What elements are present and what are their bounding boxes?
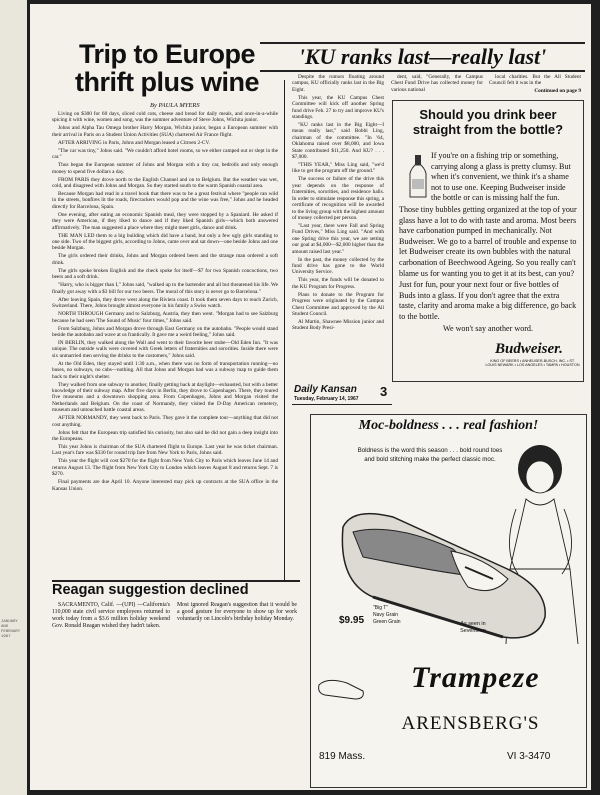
trip-paragraph: From Salzburg, Johns and Morgan drove through East Germany on the autobahn. "People would stand beside the autobahn and wave at us frantically. It gave me a weird feeling," Johns said. (52, 325, 278, 338)
ku-paragraph: This year, the funds will be donated to the KU Program for Progress. (292, 277, 384, 290)
budweiser-logo: Budweiser. (495, 341, 563, 357)
shoe-price: $9.95 (339, 615, 365, 626)
trip-article-body (52, 111, 278, 577)
trip-paragraph: One evening, after eating an economic Spanish meal, they were stopped by a Spaniard. He asked if they were American, if they liked to dance and if they liked Spanish girls—which both answered affirmatively. The man suggested a place where they might meet girls, dance and drink. (52, 211, 278, 231)
trip-paragraph: The girls spoke broken English and the check spoke for itself—$7 for two Spanish concoctions, two beers and a soft drink. (52, 267, 278, 281)
trip-paragraph: They walked from one subway to another, finally getting back at daylight—exhausted, but with a better knowledge of their subway map. After five days in Berlin, they drove to Copenhagen. There, they toured five museums and a downtown shopping area. From Copenhagen, Johns and Morgan visited the Netherlands and Belgium. On the coast of Normandy, they visited the D-Day American cemetery, museum and untouched battle coastal areas. (52, 381, 278, 414)
reagan-text: SACRAMENTO, Calif. —(UPI) —California's 110,000 state civil service employees returned to work today from a $3.6 million holiday weekend Gov. Ronald Reagan wished they hadn't taken. (52, 602, 170, 629)
ku-col2 (391, 74, 483, 95)
page-number: 3 (380, 384, 388, 399)
beer-ad-body (399, 151, 577, 335)
trampeze-logo: Trampeze (411, 661, 540, 694)
trip-paragraph: AFTER NORMANDY, they went back to Paris. They gave it the complete tour—anything that did not cost anything. (52, 415, 278, 428)
ku-paragraph: "Last year, there were Fall and Spring Fund Drives," Miss Ling said. "And with one Spring drive this year, we are setting our goal at $4,000—$2,000 higher than the amount raised last year." (292, 222, 384, 255)
ku-col3-text: local charities. But the All Student Council felt it was in the (489, 74, 581, 87)
trip-byline: By PAULA MYERS (150, 102, 200, 109)
masthead-paper: Daily Kansan (294, 384, 357, 395)
trip-paragraph: This year Johns is chairman of the SUA chartered flight to Europe. Last year he was ticket chairman. Last year's fare was $330 for round trip fare from New York to Paris, Johns said. (52, 443, 278, 457)
trip-paragraph: Johns felt that the European trip satisfied his curiosity, but also said he did not gain a deep insight into the Europeans. (52, 429, 278, 442)
beer-ad-para: Those tiny bubbles getting organized at the top of your glass have a lot to do with taste and aroma. Most beers have carbonation pumped in mechanically. Not Budweiser. We go to a barrel of trouble and expense to let Budweiser create its own bubbles with the natural carbonation of Beechwood Ageing. So you really can't blame us for wanting you to get it at its best, can you? (399, 204, 577, 278)
shoe-ad-intro: Boldness is the word this season . . . bold round toes and bold stitching make the perfect classic moc. (357, 447, 503, 463)
newspaper-page (30, 4, 591, 790)
ku-headline: 'KU ranks last—really last' (260, 42, 585, 72)
ku-paragraph: This year, the KU Campus Chest Committee will kick off another Spring fund drive Feb. 27 to try and improve KU's standings. (292, 94, 384, 121)
trip-paragraph: At the Old Eden, they stayed until 1:30 a.m., when there was no form of transportation running—no buses, no subways, no cabs—nothing. All that Johns and Morgan had was a subway map to guide them back to their night's shelter. (52, 360, 278, 380)
trip-paragraph: AFTER ARRIVING in Paris, Johns and Morgan leased a Citroen 2-CV. (58, 139, 210, 146)
trip-paragraph: After leaving Spain, they drove west along the Riviera coast. It took them seven days to reach Zurich, Switzerland. There, Johns brought almost everyone in his family a Swiss watch. (52, 296, 278, 310)
beer-ad-para: Just for fun, pour your next four or five bottles of Buds into a glass. If you don't agree that the extra taste, clarity and aroma make a big difference, go back to the bottle. (399, 280, 577, 321)
budweiser-tagline: KING OF BEERS • ANHEUSER-BUSCH, INC. • ST. LOUIS NEWARK • LOS ANGELES • TAMPA • HOUSTON (485, 359, 580, 368)
beer-ad-headline: Should you drink beer straight from the bottle? (412, 107, 564, 137)
store-name: ARENSBERG'S (401, 713, 540, 734)
loafer-shoe-illustration (333, 487, 553, 647)
masthead-date: Tuesday, February 14, 1967 (294, 396, 359, 402)
trip-paragraph: FROM PARIS they drove north to the English Channel and on to Belgium. But the weather was wet, cold, and disagreed with Johns and Morgan. So they started south to the warm Spanish coastal area. (52, 176, 278, 190)
ku-paragraph: Despite the rumors floating around campus, KU officially ranks last in the Big Eight. (292, 74, 384, 93)
trip-paragraph: Living on $300 for 60 days, sliced cold cuts, cheese and bread for daily meals, and once-in-a-while spicing it with wine, women and song, was the summer adventure of Steve Johns, Wichita junior. (52, 111, 278, 124)
ku-paragraph: In the past, the money collected by the fund drive has gone to the World University Service. (292, 256, 384, 276)
trip-headline: Trip to Europe thrift plus wine (75, 39, 259, 97)
budweiser-ad (392, 100, 584, 382)
shoe-ad (310, 414, 587, 788)
shoe-model (373, 605, 401, 626)
beer-ad-para: If you're on a fishing trip or something, carrying along a glass is pretty clumsy. But when it's convenient, we think it's a shame not to use one. Keeping Budweiser inside the bottle or can is missing half the fun. (431, 151, 571, 203)
adjacent-page-edge (0, 0, 27, 795)
shoe-color: Green Grain (373, 619, 401, 625)
beer-ad-para: We won't say another word. (442, 323, 534, 333)
trip-paragraph: IN BERLIN, they walked along the Wall and went to their favorite beer stube—Old Eden Inn. "It was unique. The outside walls were covered with Greek letters of fraternities and sororities. Inside there were six unmarried men serving the drinks to the customers," Johns said. (52, 339, 278, 359)
trip-paragraph: Because Morgan had read in a travel book that there was to be a great festival where "people ran wild in the streets, bonfires lit the roads, firecrackers would pop and the wine was free," Johns and he headed directly for Barcelona, Spain. (52, 191, 278, 210)
store-address: 819 Mass. (319, 751, 366, 762)
reagan-col1 (52, 602, 170, 632)
continued-note: Continued on page 9 (534, 88, 581, 95)
trip-paragraph: "Harry, who is bigger than I," Johns said, "walked up to the bartender and all but threatened his life. We finally got away with a $3 bill for our two beers. The moral of this story is never go to Barcelona." (52, 282, 278, 295)
ku-paragraph: "THIS YEAR," Miss Ling said, "we'd like to get the program off the ground." (292, 162, 384, 175)
trip-paragraph: "The car was tiny," Johns said. "We couldn't afford hotel rooms, so we either camped out or slept in the car." (52, 147, 278, 161)
ku-col3 (489, 74, 581, 95)
store-phone: VI 3-3470 (507, 751, 551, 762)
trip-paragraph: THE MAN LED them to a big building which did have a band, but only a few ugly girls standing to one side. Two of the biggest girls, according to Johns, came over and sat down—one beside Johns and one beside Morgan. (52, 232, 278, 252)
shoe-seen-in: As seen in Seventeen (460, 621, 486, 634)
ku-paragraph: Plans to donate to the Program for Progress were originated by the Campus Chest Committee and approved by the All Student Council. (292, 291, 384, 317)
trip-paragraph: Thus began the European summer of Johns and Morgan with a tiny car, bedrolls and only enough money to spend five dollars a day. (52, 162, 278, 175)
reagan-headline: Reagan suggestion declined (52, 582, 249, 598)
shoe-ad-headline: Moc-boldness . . . real fashion! (358, 418, 539, 433)
trip-paragraph: Final payments are due April 10. Anyone interested may pick up contracts at the SUA office in the Kansas Union. (52, 479, 278, 492)
shoe-model-name: "Big T" (373, 605, 389, 611)
ku-col2-text: dent, said, "Generally, the Campus Chest Fund Drive has collected money for various national (391, 74, 483, 93)
trip-paragraph: This year the flight will cost $270 for the flight from New York City to Paris which leaves June 14 and returns August 13. The flight from New York City to London which leaves August 8 and returns Sept. 7 is $270. (52, 458, 278, 478)
margin-note: JANUARY AND FEBRUARY 1967 (1, 620, 21, 639)
trip-paragraph: The girls ordered their drinks, Johns and Morgan ordered beers and the strange man ordered a soft drink. (52, 253, 278, 266)
reagan-col2 (177, 602, 297, 625)
loafer-side-icon (317, 673, 367, 703)
reagan-text: Most ignored Reagan's suggestion that it would be a good gesture for everyone to show up for work voluntarily on Lincoln's birthday holiday Monday. (177, 602, 297, 622)
ku-col1 (292, 74, 384, 379)
ku-paragraph: The success or failure of the drive this year depends on the response of fraternities, sororities, and residence halls. In order to stimulate response this spring, a certificate of recognition will be awarded to the living group with the highest amount of money collected per person. (292, 176, 384, 221)
ku-paragraph: "KU ranks last in the Big Eight—I mean really last," said Bobbi Ling, chairman of the committee. "In '64, Oklahoma raised over $8,000, and Iowa State contributed $11,250. And KU? . . . $7,000. (292, 122, 384, 161)
trip-paragraph: Johns and Alpha Tau Omega brother Harry Morgan, Wichita junior, began a European summer with their arrival in Paris on a Student Union Activities (SUA) chartered Air France flight. (52, 125, 278, 138)
ku-paragraph: Al Martin, Shawnee Mission junior and Student Body Presi- (292, 318, 384, 332)
trip-paragraph: NORTH THROUGH Germany and to Salzburg, Austria, they then went. "Morgan had to see Salzburg because he had seen 'The Sound of Music' four times," Johns said. (52, 311, 278, 324)
column-rule (284, 80, 285, 580)
shoe-color: Navy Grain (373, 612, 399, 618)
masthead-rule (292, 404, 392, 405)
